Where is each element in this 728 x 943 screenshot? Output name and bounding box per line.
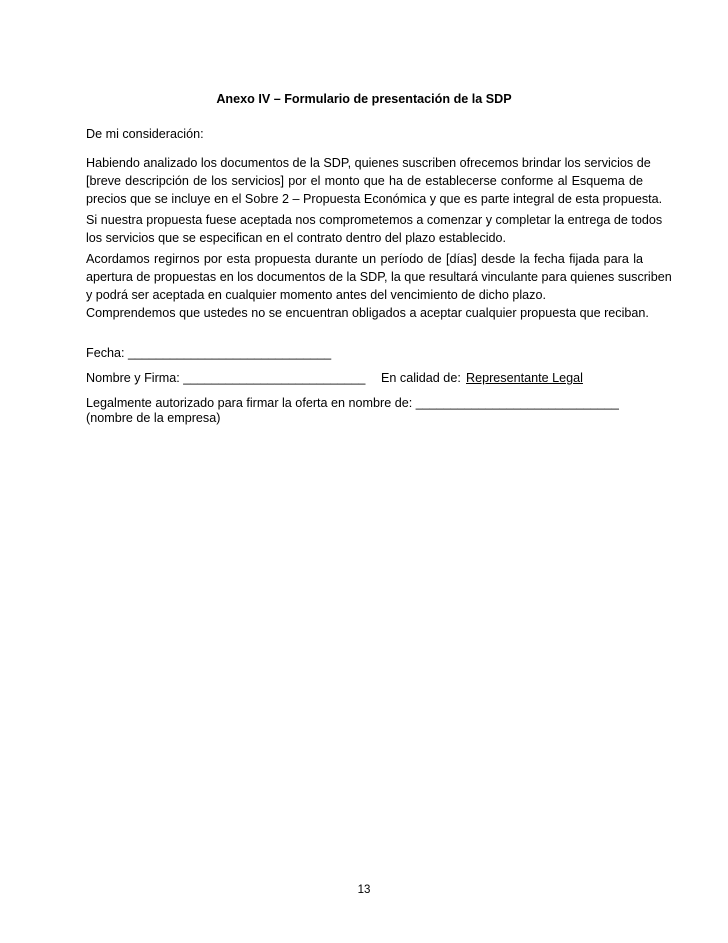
date-field-line: Fecha: _____________________________ bbox=[86, 346, 332, 360]
paragraph-line: y podrá ser aceptada en cualquier momento antes del vencimiento de dicho plazo. bbox=[86, 288, 546, 302]
capacity-label: En calidad de: bbox=[381, 371, 461, 385]
paragraph-line: apertura de propuestas en los documentos de la SDP, la que resultará vinculante para quienes suscriben bbox=[86, 270, 672, 284]
authorized-field-line: Legalmente autorizado para firmar la oferta en nombre de: _____________________________ bbox=[86, 396, 619, 410]
document-title: Anexo IV – Formulario de presentación de la SDP bbox=[216, 92, 512, 106]
company-name-note: (nombre de la empresa) bbox=[86, 411, 221, 425]
paragraph-understanding: Comprendemos que ustedes no se encuentran obligados a aceptar cualquier propuesta que reciban. bbox=[86, 306, 649, 320]
paragraph-offer bbox=[86, 154, 663, 208]
salutation: De mi consideración: bbox=[86, 127, 204, 141]
paragraph-line: Habiendo analizado los documentos de la SDP, quienes suscriben ofrecemos brindar los servicios de bbox=[86, 156, 651, 170]
paragraph-line: Si nuestra propuesta fuese aceptada nos comprometemos a comenzar y completar la entrega de todos bbox=[86, 213, 663, 227]
paragraph-line: Acordamos regirnos por esta propuesta durante un período de [días] desde la fecha fijada para la bbox=[86, 252, 643, 266]
paragraph-line: los servicios que se especifican en el contrato dentro del plazo establecido. bbox=[86, 231, 507, 245]
paragraph-commitment bbox=[86, 211, 663, 247]
name-signature-field-line: Nombre y Firma: __________________________ bbox=[86, 371, 366, 385]
paragraph-line: [breve descripción de los servicios] por el monto que ha de establecerse conforme al Esquema de bbox=[86, 174, 643, 188]
capacity-value: Representante Legal bbox=[466, 371, 583, 385]
paragraph-validity bbox=[86, 250, 672, 304]
page-number: 13 bbox=[357, 884, 371, 896]
paragraph-line: precios que se incluye en el Sobre 2 – Propuesta Económica y que es parte integral de esta propuesta. bbox=[86, 192, 663, 206]
